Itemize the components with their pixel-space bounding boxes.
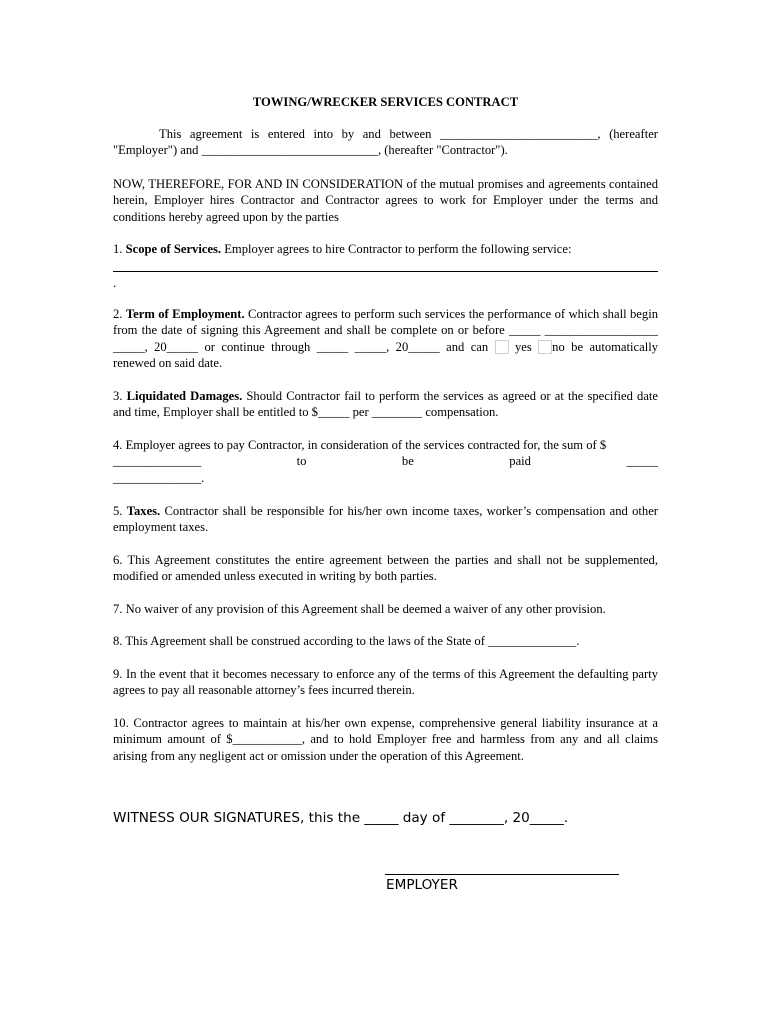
contractor-name-blank[interactable]: ____________________________ bbox=[201, 143, 378, 158]
payment-amount-blank[interactable]: ______________ bbox=[113, 454, 202, 469]
section-4-word-to: to bbox=[296, 454, 307, 469]
section-4-payment bbox=[113, 437, 658, 486]
renew-checkbox-1[interactable] bbox=[495, 340, 509, 354]
document-title: TOWING/WRECKER SERVICES CONTRACT bbox=[252, 95, 519, 109]
section-3-number: 3. bbox=[113, 389, 127, 403]
section-4-line-3: ______________. bbox=[113, 470, 205, 485]
intro-text-c: , (hereafter "Contractor"). bbox=[377, 143, 508, 158]
employer-signature-line[interactable] bbox=[385, 874, 619, 875]
section-5-text: Contractor shall be responsible for his/her own income taxes, worker’s compensation and other employment taxes. bbox=[113, 504, 659, 535]
section-8-governing-law: 8. This Agreement shall be construed according to the laws of the State of ______________. bbox=[113, 634, 580, 648]
renew-checkbox-2[interactable] bbox=[538, 340, 552, 354]
section-2-number: 2. bbox=[113, 307, 126, 321]
section-9-enforcement: 9. In the event that it becomes necessary to enforce any of the terms of this Agreement the defaulting party agrees to pay all reasonable attorney’s fees incurred therein. bbox=[113, 667, 658, 698]
section-6-entire-agreement: 6. This Agreement constitutes the entire agreement between the parties and shall not be supplemented, modified or amended unless executed in writing by both parties. bbox=[113, 553, 658, 584]
intro-paragraph bbox=[113, 126, 658, 159]
section-4-line-2 bbox=[113, 453, 658, 469]
employer-signature-label: EMPLOYER bbox=[386, 877, 458, 893]
intro-text-b: , (hereafter "Employer") and bbox=[113, 127, 658, 158]
section-1-dot: . bbox=[113, 276, 117, 290]
section-2-no: no be automatically renewed on said date. bbox=[113, 339, 658, 370]
section-1-number: 1. bbox=[113, 242, 126, 256]
section-1-text: Employer agrees to hire Contractor to perform the following service: bbox=[221, 242, 572, 256]
section-2-heading: Term of Employment. bbox=[125, 307, 245, 321]
now-therefore-paragraph: NOW, THEREFORE, FOR AND IN CONSIDERATION of the mutual promises and agreements contained herein, Employer hires Contractor and Contractor agrees to work for Employer under the terms and conditions hereby agreed upon by the parties bbox=[113, 177, 658, 224]
section-5-taxes bbox=[113, 503, 658, 536]
section-3-text: Should Contractor fail to perform the services as agreed or at the specified date and time, Employer shall be entitled to $_____ per ________ compensation. bbox=[113, 389, 658, 420]
section-1-heading: Scope of Services. bbox=[125, 242, 222, 256]
section-1-scope bbox=[113, 241, 658, 257]
section-2-yes: yes bbox=[508, 339, 539, 354]
section-2-text: Contractor agrees to perform such services the performance of which shall begin from the date of signing this Agreement and shall be complete on or before _____ __________________ _____, 20_____ or continue through _____ _____, 20_____ and can bbox=[113, 307, 658, 354]
section-4-line-1 bbox=[113, 437, 658, 453]
section-4-line-1-text: 4. Employer agrees to pay Contractor, in consideration of the services contracted for, the sum of $ bbox=[113, 438, 607, 452]
section-7-waiver: 7. No waiver of any provision of this Agreement shall be deemed a waiver of any other provision. bbox=[113, 602, 606, 616]
section-3-damages bbox=[113, 388, 658, 421]
section-10-insurance: 10. Contractor agrees to maintain at his/her own expense, comprehensive general liability insurance at a minimum amount of $___________, and to hold Employer free and harmless from any and all claims arising from any negligent act or omission under the operation of this Agreement. bbox=[113, 716, 658, 763]
section-5-number: 5. bbox=[113, 504, 127, 518]
employer-name-blank[interactable]: _________________________ bbox=[439, 127, 598, 141]
section-2-term bbox=[113, 306, 658, 371]
payment-schedule-blank[interactable]: _____ bbox=[626, 454, 658, 469]
section-3-heading: Liquidated Damages. bbox=[126, 389, 243, 403]
section-4-word-be: be bbox=[401, 454, 414, 469]
intro-text-a: This agreement is entered into by and between bbox=[159, 127, 440, 141]
scope-blank-line[interactable] bbox=[113, 271, 658, 272]
section-4-word-paid: paid bbox=[509, 454, 531, 469]
witness-line: WITNESS OUR SIGNATURES, this the _____ day of ________, 20_____. bbox=[113, 810, 569, 826]
section-5-heading: Taxes. bbox=[126, 504, 161, 518]
